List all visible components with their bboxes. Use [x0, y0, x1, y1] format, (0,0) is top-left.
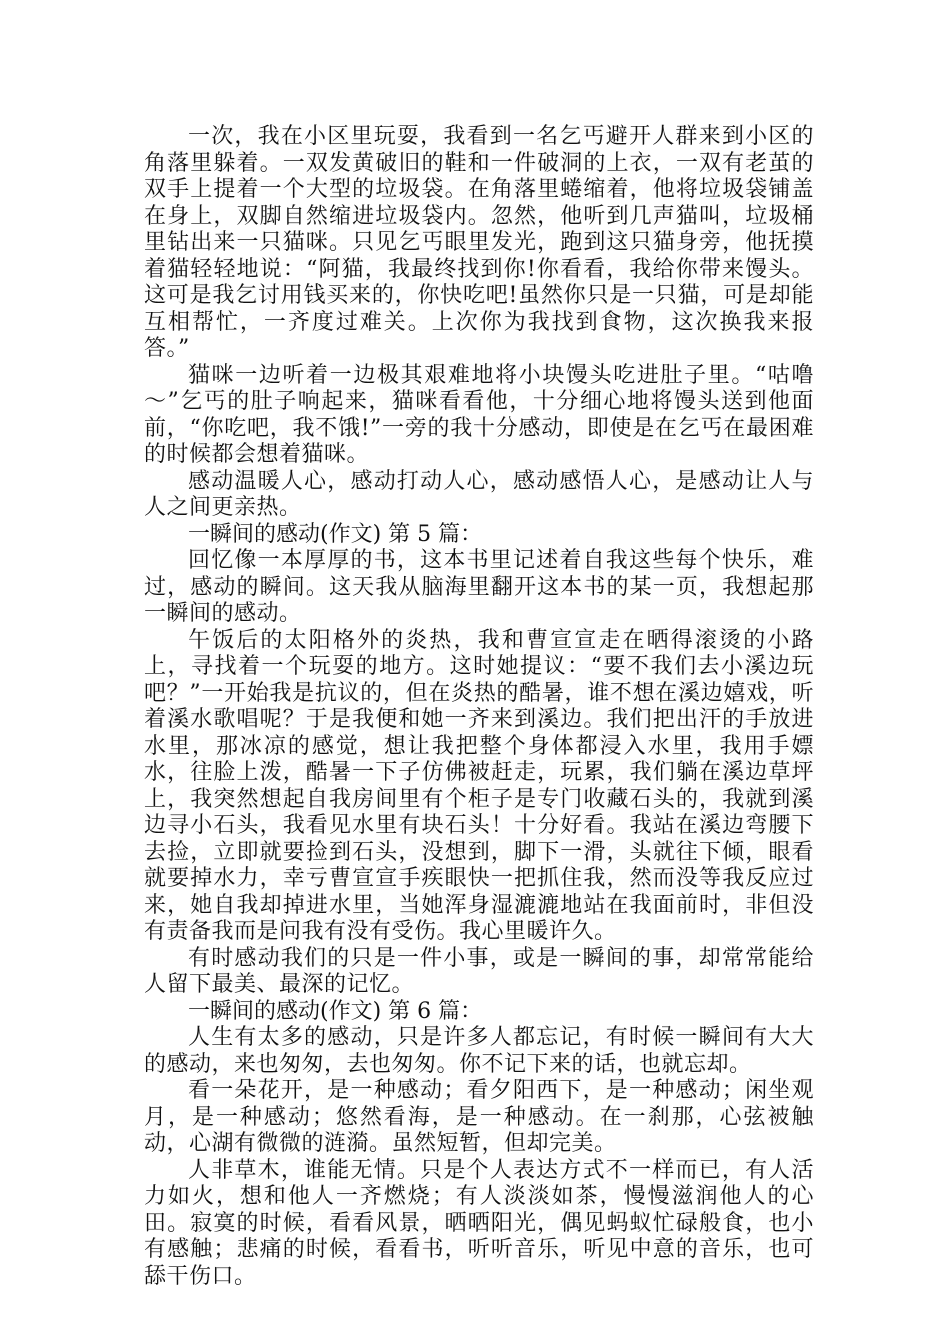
section-heading-5: 一瞬间的感动(作文) 第 5 篇： [188, 521, 483, 547]
paragraph-life-moments: 人生有太多的感动，只是许多人都忘记，有时候一瞬间有大大的感动，来也匆匆，去也匆匆。你不记下来的话，也就忘却。 [144, 1025, 814, 1077]
paragraph-human-feelings: 人非草木，谁能无情。只是个人表达方式不一样而已，有人活力如火，想和他人一齐燃烧；有人淡淡如茶，慢慢滋润他人的心田。寂寞的时候，看看风景，晒晒阳光，偶见蚂蚁忙碌般食，也小有感触；悲痛的时候，看看书，听听音乐，听见中意的音乐，也可舔干伤口。 [144, 1157, 814, 1289]
paragraph-memory-book: 回忆像一本厚厚的书，这本书里记述着自我这些每个快乐，难过，感动的瞬间。这天我从脑海里翻开这本书的某一页，我想起那一瞬间的感动。 [144, 548, 814, 626]
document-page [144, 124, 814, 1290]
paragraph-conclusion-4: 感动温暖人心，感动打动人心，感动感悟人心，是感动让人与人之间更亲热。 [144, 468, 814, 520]
paragraph-stream-story: 午饭后的太阳格外的炎热，我和曹宣宣走在晒得滚烫的小路上，寻找着一个玩耍的地方。这时她提议：“要不我们去小溪边玩吧？”一开始我是抗议的，但在炎热的酷暑，谁不想在溪边嬉戏，听着溪水歌唱呢？于是我便和她一齐来到溪边。我们把出汗的手放进水里，那冰凉的感觉，想让我把整个身体都浸入水里，我用手嫖水，往脸上泼，酷暑一下子仿佛被赶走，玩累，我们躺在溪边草坪上，我突然想起自我房间里有个柜子是专门收藏石头的，我就到溪边寻小石头，我看见水里有块石头！十分好看。我站在溪边弯腰下去捡，立即就要捡到石头，没想到，脚下一滑，头就往下倾，眼看就要掉水力，幸亏曹宣宣手疾眼快一把抓住我，然而没等我反应过来，她自我却掉进水里，当她浑身湿漉漉地站在我面前时，非但没有责备我而是问我有没有受伤。我心里暖许久。 [144, 627, 814, 944]
section-heading-6: 一瞬间的感动(作文) 第 6 篇： [188, 998, 483, 1024]
paragraph-conclusion-5: 有时感动我们的只是一件小事，或是一瞬间的事，却常常能给人留下最美、最深的记忆。 [144, 945, 814, 997]
paragraph-beggar-story: 一次，我在小区里玩耍，我看到一名乞丐避开人群来到小区的角落里躲着。一双发黄破旧的鞋和一件破洞的上衣，一双有老茧的双手上提着一个大型的垃圾袋。在角落里蜷缩着，他将垃圾袋铺盖在身上，双脚自然缩进垃圾袋内。忽然，他听到几声猫叫，垃圾桶里钻出来一只猫咪。只见乞丐眼里发光，跑到这只猫身旁，他抚摸着猫轻轻地说：“阿猫，我最终找到你!你看看，我给你带来馒头。这可是我乞讨用钱买来的，你快吃吧!虽然你只是一只猫，可是却能互相帮忙，一齐度过难关。上次你为我找到食物，这次换我来报答。” [144, 124, 814, 361]
paragraph-flower-sunset: 看一朵花开，是一种感动；看夕阳西下，是一种感动；闲坐观月，是一种感动；悠然看海，是一种感动。在一刹那，心弦被触动，心湖有微微的涟漪。虽然短暂，但却完美。 [144, 1078, 814, 1156]
paragraph-cat-eats: 猫咪一边听着一边极其艰难地将小块馒头吃进肚子里。“咕噜～”乞丐的肚子响起来，猫咪看看他，十分细心地将馒头送到他面前，“你吃吧，我不饿!”一旁的我十分感动，即使是在乞丐在最困难的时候都会想着猫咪。 [144, 362, 814, 467]
